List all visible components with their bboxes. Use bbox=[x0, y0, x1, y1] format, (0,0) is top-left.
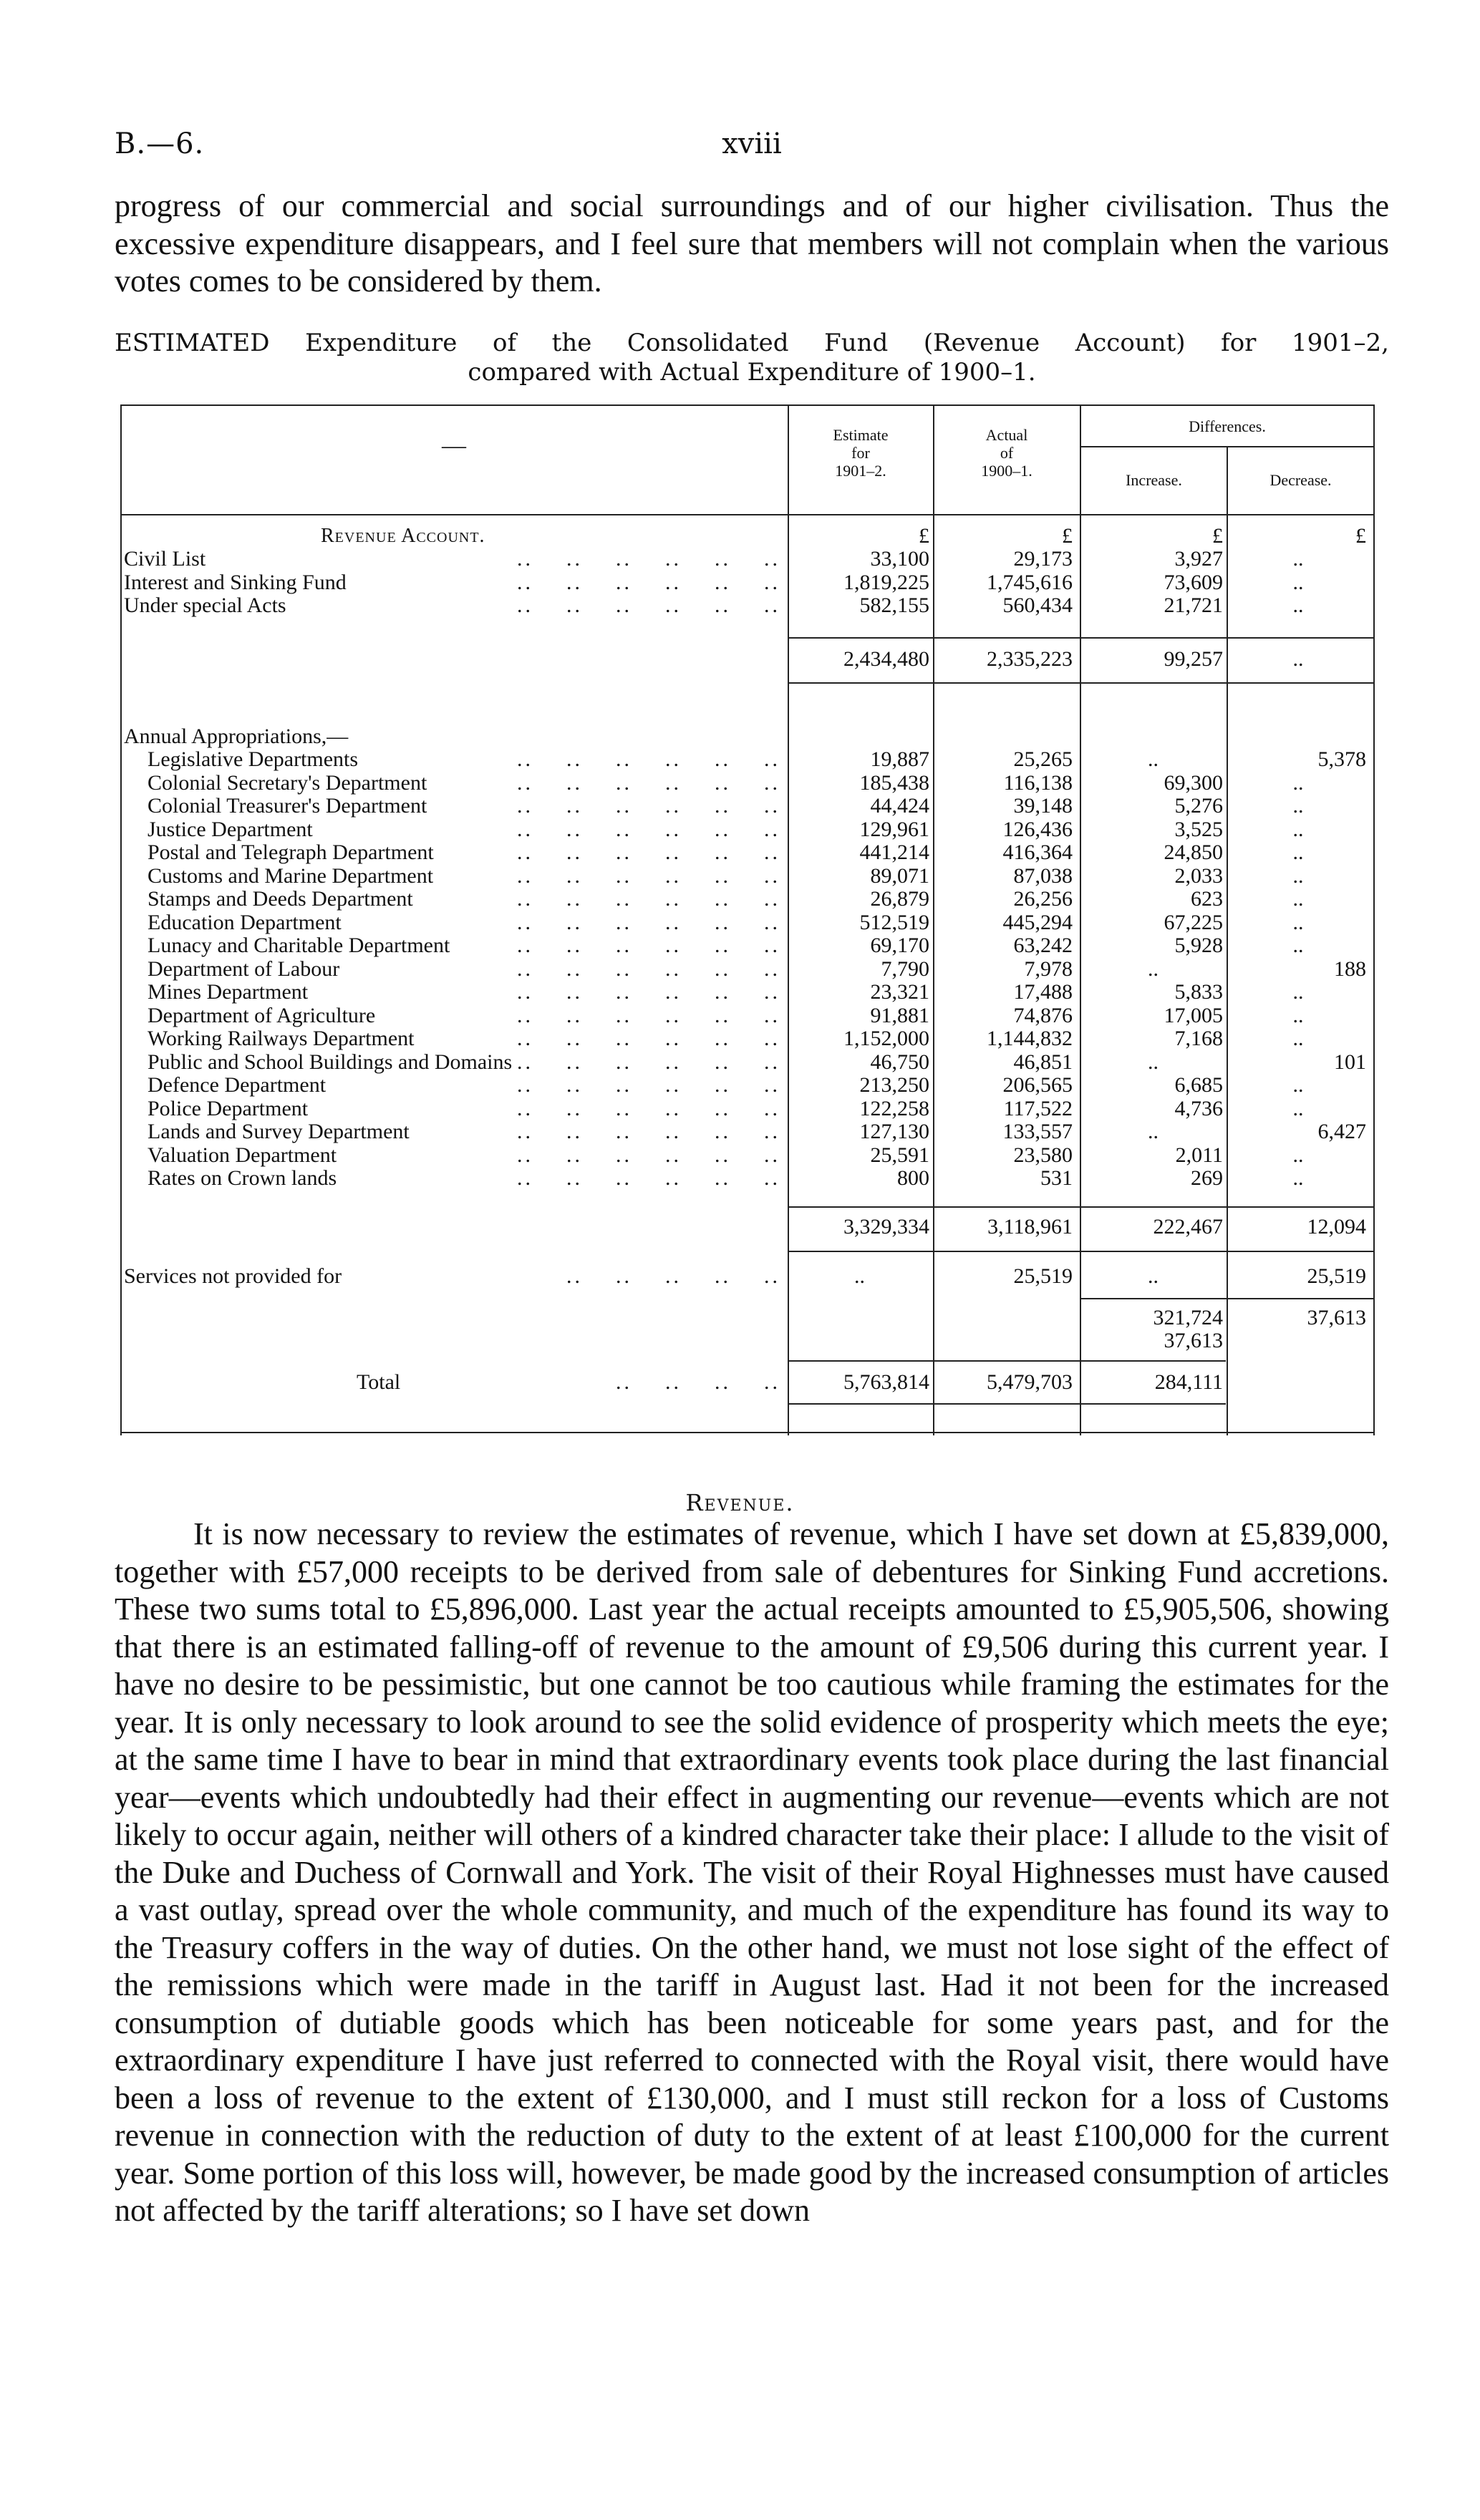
estimate-header-line3: 1901–2. bbox=[835, 462, 886, 480]
row-increase: 623 bbox=[1191, 887, 1223, 911]
row-estimate: 122,258 bbox=[859, 1096, 929, 1120]
services-increase: .. bbox=[1148, 1264, 1159, 1288]
row-actual: 23,580 bbox=[1013, 1143, 1073, 1167]
row-label: Education Department .. .. .. .. .. .. bbox=[147, 911, 780, 934]
actual-header-line3: 1900–1. bbox=[981, 462, 1032, 480]
group2-total-actual: 3,118,961 bbox=[987, 1215, 1073, 1239]
row-decrease: .. bbox=[1292, 1096, 1304, 1120]
row-label: Justice Department .. .. .. .. .. .. bbox=[147, 818, 780, 841]
subtotal-rule-top bbox=[1080, 1298, 1375, 1299]
row-actual: 63,242 bbox=[1013, 934, 1073, 957]
grand-total-rule-bottom bbox=[788, 1403, 1226, 1405]
currency-decrease: £ bbox=[1355, 524, 1366, 548]
row-actual: 206,565 bbox=[1002, 1073, 1073, 1097]
row-decrease: .. bbox=[1292, 770, 1304, 795]
grand-total-rule-top bbox=[788, 1360, 1226, 1362]
row-estimate: 800 bbox=[897, 1166, 929, 1190]
table-title: ESTIMATED Expenditure of the Consolidated Fund (Revenue Account) for 1901–2, bbox=[115, 329, 1389, 357]
row-estimate: 213,250 bbox=[859, 1073, 929, 1097]
row-actual: 1,745,616 bbox=[987, 570, 1073, 594]
col-rule-1 bbox=[788, 404, 789, 1435]
group2-total-estimate: 3,329,334 bbox=[843, 1215, 929, 1239]
row-estimate: 91,881 bbox=[870, 1003, 929, 1027]
row-label: Working Railways Department .. .. .. .. .. .. bbox=[147, 1027, 780, 1050]
group1-total-actual: 2,335,223 bbox=[987, 647, 1073, 671]
decrease-col-header: Decrease. bbox=[1269, 471, 1332, 489]
row-actual: 126,436 bbox=[1002, 817, 1073, 841]
row-increase: 2,011 bbox=[1175, 1143, 1223, 1167]
row-estimate: 46,750 bbox=[870, 1050, 929, 1074]
services-row-label: Services not provided for .. .. .. .. .. bbox=[124, 1265, 780, 1288]
estimate-header-line2: for bbox=[851, 444, 870, 462]
services-actual: 25,519 bbox=[1013, 1264, 1073, 1288]
row-decrease: .. bbox=[1292, 910, 1304, 934]
row-estimate: 1,819,225 bbox=[843, 570, 929, 594]
row-estimate: 23,321 bbox=[870, 980, 929, 1004]
group2-total-rule-bottom bbox=[788, 1251, 1375, 1252]
row-decrease: .. bbox=[1292, 794, 1304, 818]
row-increase: 3,525 bbox=[1174, 817, 1223, 841]
row-decrease: .. bbox=[1292, 593, 1304, 617]
row-label: Interest and Sinking Fund .. .. .. .. .. .. bbox=[124, 571, 780, 594]
differences-rule bbox=[1080, 446, 1375, 447]
row-increase: 3,927 bbox=[1174, 547, 1223, 571]
row-decrease: .. bbox=[1292, 1166, 1304, 1190]
row-estimate: 512,519 bbox=[859, 910, 929, 934]
row-label: Defence Department .. .. .. .. .. .. bbox=[147, 1074, 780, 1097]
row-label: Customs and Marine Department .. .. .. .. .. .. bbox=[147, 864, 780, 888]
row-decrease: .. bbox=[1292, 1143, 1304, 1167]
row-estimate: 1,152,000 bbox=[843, 1027, 929, 1050]
row-label: Civil List .. .. .. .. .. .. bbox=[124, 548, 780, 571]
revenue-heading: Revenue. bbox=[685, 1489, 795, 1516]
increase-less: 37,613 bbox=[1164, 1329, 1223, 1352]
row-label: Department of Agriculture .. .. .. .. .. .. bbox=[147, 1004, 780, 1027]
row-estimate: 44,424 bbox=[870, 794, 929, 818]
row-increase: 69,300 bbox=[1164, 770, 1223, 795]
row-increase: 4,736 bbox=[1174, 1096, 1223, 1120]
col-rule-4 bbox=[1227, 447, 1228, 1435]
row-label: Department of Labour .. .. .. .. .. .. bbox=[147, 957, 780, 981]
group1-total-increase: 99,257 bbox=[1164, 647, 1223, 671]
row-estimate: 25,591 bbox=[870, 1143, 929, 1167]
revenue-paragraph: It is now necessary to review the estimates of revenue, which I have set down at £5,839,000, together with £57,000 receipts to be derived from sale of debentures for Sinking Fund accretions. These two sums total to £5,896,000. Last year the actual receipts amounted to £5,905,506, showing that there is an estimated falling-off of revenue to the amount of £9,506 during this current year. I have no desire to be pessimistic, but one cannot be too cautious while framing the estimates for the year. It is only necessary to look around to see the solid evidence of prosperity which meets the eye; at the same time I have to bear in mind that extraordinary events took place during the last financial year—events which undoubtedly had their effect in augmenting our revenue—events which are not likely to occur again, neither will others of a kindred character take their place: I allude to the visit of the Duke and Duchess of Cornwall and York. The visit of their Royal Highnesses must have caused a vast outlay, spread over the whole community, and much of the expenditure has found its way to the Treasury coffers in the way of duties. On the other hand, we must not lose sight of the effect of the remissions which were made in the tariff in August last. Had it not been for the increased consumption of dutiable goods which has been noticeable for some years past, and for the extraordinary expenditure I have just referred to connected with the Royal visit, there would have been a loss of revenue to the extent of £130,000, and I must still reckon for a loss of Customs revenue in connection with the reduction of duty to the extent of at least £100,000 for the current year. Some portion of this loss will, however, be made good by the increased consumption of articles not affected by the tariff alterations; so I have set down bbox=[115, 1516, 1389, 2228]
actual-header-line1: Actual bbox=[985, 426, 1028, 444]
row-decrease: .. bbox=[1292, 570, 1304, 594]
row-estimate: 19,887 bbox=[870, 747, 929, 771]
row-label: Public and School Buildings and Domains .. .. .. .. .. .. bbox=[147, 1050, 780, 1074]
row-actual: 46,851 bbox=[1013, 1050, 1073, 1074]
group2-total-increase: 222,467 bbox=[1153, 1215, 1223, 1239]
row-actual: 416,364 bbox=[1002, 840, 1073, 864]
row-estimate: 89,071 bbox=[870, 863, 929, 888]
row-actual: 7,978 bbox=[1024, 956, 1073, 981]
row-actual: 1,144,832 bbox=[987, 1027, 1073, 1050]
annual-appropriations-title: Annual Appropriations,— bbox=[124, 725, 349, 748]
group1-total-estimate: 2,434,480 bbox=[843, 647, 929, 671]
row-increase: 67,225 bbox=[1164, 910, 1223, 934]
row-increase: .. bbox=[1148, 1050, 1159, 1074]
estimate-col-header bbox=[790, 426, 932, 480]
page-number: xviii bbox=[722, 127, 782, 160]
estimate-header-line1: Estimate bbox=[833, 426, 889, 444]
table-bottom-rule bbox=[120, 1432, 1375, 1433]
row-label: Legislative Departments .. .. .. .. .. .. bbox=[147, 748, 780, 771]
row-increase: 21,721 bbox=[1164, 593, 1223, 617]
table-right-rule bbox=[1373, 404, 1375, 1435]
differences-col-header: Differences. bbox=[1189, 417, 1266, 435]
row-increase: .. bbox=[1148, 1120, 1159, 1143]
row-increase: 5,928 bbox=[1174, 934, 1223, 957]
row-actual: 87,038 bbox=[1013, 863, 1073, 888]
group1-total-rule-bottom bbox=[788, 682, 1375, 684]
group1-total-decrease: .. bbox=[1292, 647, 1304, 671]
services-estimate: .. bbox=[854, 1264, 865, 1288]
row-estimate: 185,438 bbox=[859, 770, 929, 795]
row-actual: 74,876 bbox=[1013, 1003, 1073, 1027]
row-increase: .. bbox=[1148, 956, 1159, 981]
group1-total-rule-top bbox=[788, 637, 1375, 639]
row-increase: 2,033 bbox=[1174, 863, 1223, 888]
revenue-account-title: Revenue Account. bbox=[321, 525, 485, 547]
row-label: Colonial Secretary's Department .. .. .. .. .. .. bbox=[147, 771, 780, 795]
row-actual: 445,294 bbox=[1002, 910, 1073, 934]
row-decrease: .. bbox=[1292, 980, 1304, 1004]
row-decrease: .. bbox=[1292, 547, 1304, 571]
grand-total-label: Total .. .. .. .. bbox=[357, 1371, 780, 1394]
row-decrease: 101 bbox=[1334, 1050, 1366, 1074]
row-actual: 39,148 bbox=[1013, 794, 1073, 818]
row-increase: 5,276 bbox=[1174, 794, 1223, 818]
row-decrease: .. bbox=[1292, 840, 1304, 864]
services-decrease: 25,519 bbox=[1307, 1264, 1366, 1288]
row-actual: 531 bbox=[1040, 1166, 1073, 1190]
currency-estimate: £ bbox=[919, 524, 929, 548]
row-actual: 560,434 bbox=[1002, 593, 1073, 617]
row-label: Colonial Treasurer's Department .. .. .. .. .. .. bbox=[147, 795, 780, 818]
page-header bbox=[115, 127, 1389, 170]
row-actual: 25,265 bbox=[1013, 747, 1073, 771]
row-estimate: 441,214 bbox=[859, 840, 929, 864]
intro-paragraph: progress of our commercial and social surroundings and of our higher civilisation. Thus the excessive expenditure disappears, and I feel sure that members will not complain when the various votes comes to be considered by them. bbox=[115, 188, 1389, 299]
row-decrease: .. bbox=[1292, 863, 1304, 888]
currency-increase: £ bbox=[1212, 524, 1223, 548]
decrease-total: 37,613 bbox=[1307, 1306, 1366, 1329]
grand-total-increase: 284,111 bbox=[1154, 1370, 1223, 1394]
row-estimate: 582,155 bbox=[859, 593, 929, 617]
row-label: Lands and Survey Department .. .. .. .. .. .. bbox=[147, 1120, 780, 1143]
group2-total-decrease: 12,094 bbox=[1307, 1215, 1366, 1239]
document-code: B.—6. bbox=[115, 127, 205, 160]
row-label: Stamps and Deeds Department .. .. .. .. .. .. bbox=[147, 888, 780, 911]
grand-total-actual: 5,479,703 bbox=[987, 1370, 1073, 1394]
row-label: Lunacy and Charitable Department .. .. .. .. .. .. bbox=[147, 934, 780, 957]
blank-col-header: — bbox=[442, 432, 466, 459]
row-decrease: 5,378 bbox=[1317, 747, 1366, 771]
increase-col-header: Increase. bbox=[1126, 471, 1182, 489]
row-label: Mines Department .. .. .. .. .. .. bbox=[147, 981, 780, 1004]
row-increase: 73,609 bbox=[1164, 570, 1223, 594]
table-left-rule bbox=[120, 404, 122, 1435]
row-actual: 116,138 bbox=[1003, 770, 1073, 795]
row-actual: 133,557 bbox=[1002, 1120, 1073, 1143]
row-actual: 17,488 bbox=[1013, 980, 1073, 1004]
row-estimate: 26,879 bbox=[870, 887, 929, 911]
row-estimate: 69,170 bbox=[870, 934, 929, 957]
row-label: Valuation Department .. .. .. .. .. .. bbox=[147, 1143, 780, 1167]
row-estimate: 127,130 bbox=[859, 1120, 929, 1143]
row-actual: 26,256 bbox=[1013, 887, 1073, 911]
table-subtitle: compared with Actual Expenditure of 1900–1. bbox=[468, 358, 1036, 387]
row-increase: 24,850 bbox=[1164, 840, 1223, 864]
row-actual: 117,522 bbox=[1003, 1096, 1073, 1120]
row-decrease: .. bbox=[1292, 1073, 1304, 1097]
row-decrease: 6,427 bbox=[1317, 1120, 1366, 1143]
actual-col-header bbox=[934, 426, 1079, 480]
row-actual: 29,173 bbox=[1013, 547, 1073, 571]
row-estimate: 33,100 bbox=[870, 547, 929, 571]
row-decrease: .. bbox=[1292, 1027, 1304, 1050]
row-increase: 7,168 bbox=[1174, 1027, 1223, 1050]
expenditure-table bbox=[120, 397, 1375, 1435]
row-estimate: 129,961 bbox=[859, 817, 929, 841]
row-label: Postal and Telegraph Department .. .. .. .. .. .. bbox=[147, 841, 780, 864]
row-increase: 269 bbox=[1191, 1166, 1223, 1190]
row-increase: .. bbox=[1148, 747, 1159, 771]
group2-total-rule-top bbox=[788, 1206, 1375, 1208]
row-estimate: 7,790 bbox=[881, 956, 929, 981]
row-increase: 6,685 bbox=[1174, 1073, 1223, 1097]
row-decrease: .. bbox=[1292, 887, 1304, 911]
table-top-rule bbox=[120, 404, 1375, 406]
row-label: Police Department .. .. .. .. .. .. bbox=[147, 1097, 780, 1120]
row-label: Under special Acts .. .. .. .. .. .. bbox=[124, 594, 780, 617]
row-decrease: .. bbox=[1292, 1003, 1304, 1027]
row-decrease: .. bbox=[1292, 817, 1304, 841]
grand-total-estimate: 5,763,814 bbox=[843, 1370, 929, 1394]
table-header-rule bbox=[120, 514, 1375, 515]
increase-gross: 321,724 bbox=[1153, 1306, 1223, 1329]
currency-actual: £ bbox=[1062, 524, 1073, 548]
row-label: Rates on Crown lands .. .. .. .. .. .. bbox=[147, 1167, 780, 1190]
row-increase: 5,833 bbox=[1174, 980, 1223, 1004]
row-increase: 17,005 bbox=[1164, 1003, 1223, 1027]
actual-header-line2: of bbox=[1000, 444, 1014, 462]
row-decrease: 188 bbox=[1334, 956, 1366, 981]
row-decrease: .. bbox=[1292, 934, 1304, 957]
col-rule-3 bbox=[1080, 404, 1081, 1435]
